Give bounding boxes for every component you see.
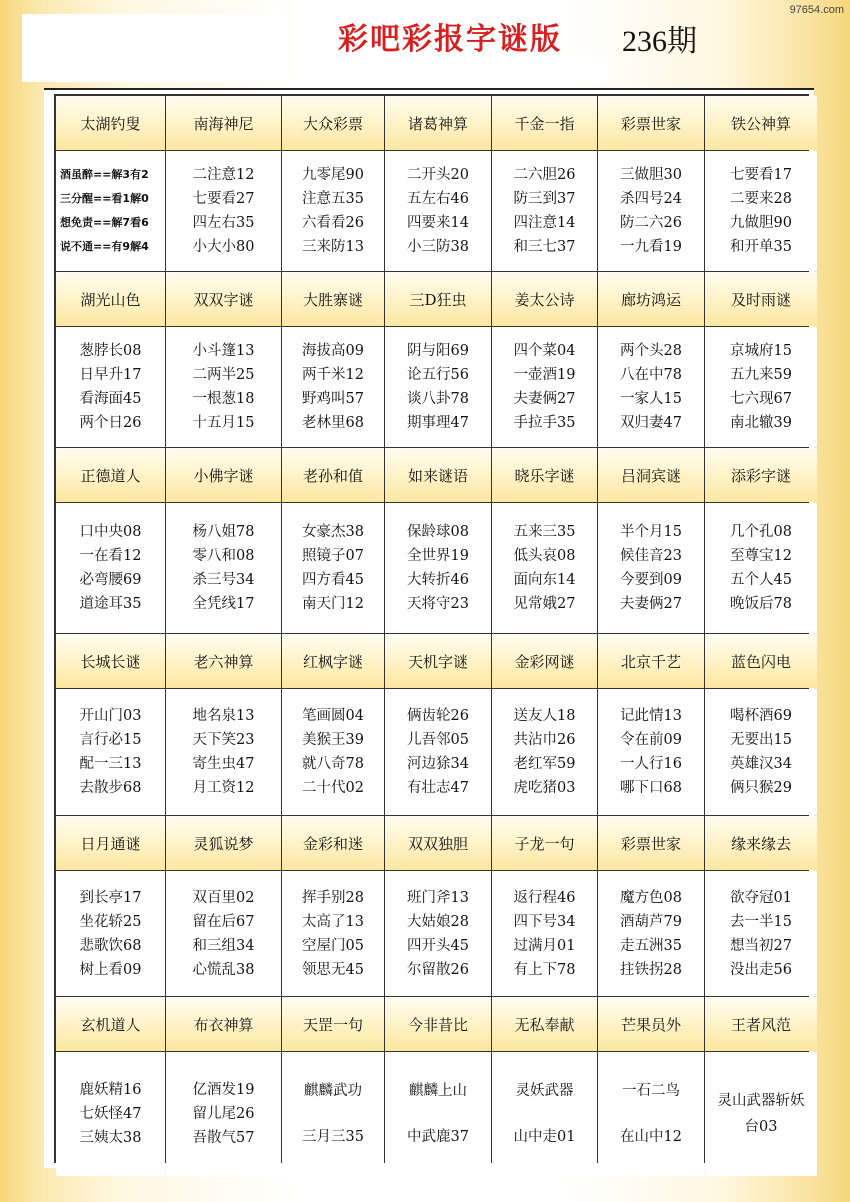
column-header: 太湖钓叟 — [56, 96, 165, 150]
riddle-line: 八在中78 — [620, 367, 682, 383]
riddle-line: 河边狳34 — [407, 756, 469, 772]
blank-box-center — [372, 58, 608, 84]
riddle-line: 魔方色08 — [620, 889, 682, 906]
riddle-line: 班门斧13 — [407, 889, 469, 906]
riddle-cell — [705, 689, 817, 815]
riddle-line: 小大小80 — [192, 239, 255, 255]
riddle-line: 日早升17 — [79, 367, 142, 383]
riddle-line: 五九来59 — [730, 367, 792, 383]
riddle-cell — [166, 151, 281, 271]
riddle-line: 二注意12 — [192, 167, 255, 183]
riddle-line: 必弯腰69 — [79, 572, 142, 588]
riddle-line: 领思无45 — [302, 961, 364, 978]
riddle-line: 三姨太38 — [79, 1130, 142, 1146]
riddle-line: 两千米12 — [302, 367, 364, 383]
column-header: 子龙一句 — [492, 816, 597, 870]
column-header: 长城长谜 — [56, 634, 165, 688]
riddle-line: 见常娥27 — [513, 596, 576, 612]
riddle-table — [54, 94, 809, 1163]
column-header: 王者风范 — [705, 997, 817, 1051]
column-header: 金彩和迷 — [282, 816, 384, 870]
riddle-line: 口中央08 — [79, 524, 142, 540]
riddle-line: 四个菜04 — [513, 343, 576, 359]
riddle-line: 海拔高09 — [302, 343, 364, 359]
column-header: 灵狐说梦 — [166, 816, 281, 870]
riddle-line: 二开头20 — [407, 167, 469, 183]
column-header: 三D狂虫 — [385, 272, 491, 326]
riddle-line: 哪下口68 — [620, 780, 682, 796]
column-header: 北京千艺 — [598, 634, 704, 688]
riddle-cell — [598, 871, 704, 996]
riddle-line: 老林里68 — [302, 415, 364, 431]
riddle-cell — [282, 1052, 384, 1176]
riddle-cell — [282, 327, 384, 447]
column-header: 晓乐字谜 — [492, 448, 597, 502]
column-header: 芒果员外 — [598, 997, 704, 1051]
riddle-line: 双归妻47 — [620, 415, 682, 431]
column-header: 铁公神算 — [705, 96, 817, 150]
riddle-line: 六看看26 — [302, 215, 364, 231]
riddle-line: 无要出15 — [730, 732, 792, 748]
column-header: 今非昔比 — [385, 997, 491, 1051]
riddle-cell — [598, 1052, 704, 1176]
riddle-cell — [282, 689, 384, 815]
riddle-cell — [705, 1052, 817, 1176]
riddle-line: 美猴王39 — [302, 732, 364, 748]
riddle-line: 四注意14 — [513, 215, 576, 231]
riddle-cell — [385, 151, 491, 271]
riddle-cell — [166, 327, 281, 447]
riddle-line: 去一半15 — [730, 913, 792, 930]
riddle-line: 去散步68 — [79, 780, 142, 796]
riddle-line: 和三组34 — [192, 937, 255, 954]
riddle-line: 候佳音23 — [620, 548, 682, 564]
column-header: 大胜寨谜 — [282, 272, 384, 326]
riddle-line: 南北辙39 — [730, 415, 792, 431]
riddle-line: 有壮志47 — [407, 780, 469, 796]
riddle-line: 面向东14 — [513, 572, 576, 588]
column-header: 廊坊鸿运 — [598, 272, 704, 326]
column-header: 天罡一句 — [282, 997, 384, 1051]
riddle-line: 虎吃猪03 — [513, 780, 576, 796]
riddle-line: 五左右46 — [407, 191, 469, 207]
riddle-line: 谈八卦78 — [407, 391, 469, 407]
riddle-cell — [385, 1052, 491, 1176]
riddle-line: 共沾巾26 — [513, 732, 576, 748]
column-header: 蓝色闪电 — [705, 634, 817, 688]
riddle-line: 灵山武器斩妖台03 — [717, 1093, 805, 1135]
riddle-line: 返行程46 — [513, 889, 576, 906]
riddle-line: 吾散气57 — [192, 1130, 255, 1146]
riddle-line: 七六现67 — [730, 391, 792, 407]
riddle-line: 记此情13 — [620, 708, 682, 724]
riddle-line: 酒虽醉==解3有2 — [60, 168, 149, 181]
sheet-top-border — [44, 88, 814, 90]
riddle-line: 杨八姐78 — [192, 524, 255, 540]
riddle-line: 英雄汉34 — [730, 756, 792, 772]
riddle-cell — [492, 1052, 597, 1176]
riddle-line: 令在前09 — [620, 732, 682, 748]
riddle-line: 九零尾90 — [302, 167, 364, 183]
riddle-line: 二两半25 — [192, 367, 255, 383]
column-header: 老六神算 — [166, 634, 281, 688]
page-title: 彩吧彩报字谜版 — [338, 22, 562, 57]
riddle-cell — [166, 1052, 281, 1176]
column-header: 彩票世家 — [598, 96, 704, 150]
riddle-line: 照镜子07 — [302, 548, 364, 564]
riddle-cell — [705, 327, 817, 447]
riddle-line: 一家人15 — [620, 391, 682, 407]
riddle-cell — [385, 871, 491, 996]
riddle-cell — [598, 151, 704, 271]
riddle-cell — [166, 689, 281, 815]
riddle-cell — [705, 871, 817, 996]
riddle-cell — [56, 1052, 165, 1176]
riddle-line: 手拉手35 — [513, 415, 576, 431]
riddle-line: 一九看19 — [620, 239, 682, 255]
riddle-cell — [705, 151, 817, 271]
riddle-line: 晚饭后78 — [730, 596, 792, 612]
riddle-line: 全世界19 — [407, 548, 469, 564]
riddle-line: 天下笑23 — [192, 732, 255, 748]
column-header: 无私奉献 — [492, 997, 597, 1051]
column-header: 彩票世家 — [598, 816, 704, 870]
riddle-line: 在山中12 — [620, 1129, 682, 1145]
riddle-line: 挥手别28 — [302, 889, 364, 906]
riddle-cell — [385, 503, 491, 633]
column-header: 大众彩票 — [282, 96, 384, 150]
riddle-line: 半个月15 — [620, 524, 682, 540]
issue-number: 236期 — [622, 25, 697, 58]
riddle-line: 七要看17 — [730, 167, 792, 183]
riddle-line: 全凭线17 — [192, 596, 255, 612]
riddle-line: 有上下78 — [513, 961, 576, 978]
riddle-line: 留在后67 — [192, 913, 255, 930]
riddle-line: 小斗篷13 — [192, 343, 255, 359]
riddle-cell — [56, 327, 165, 447]
riddle-line: 五来三35 — [513, 524, 576, 540]
riddle-line: 双百里02 — [192, 889, 255, 906]
riddle-line: 十五月15 — [192, 415, 255, 431]
riddle-line: 零八和08 — [192, 548, 255, 564]
column-header: 缘来缘去 — [705, 816, 817, 870]
riddle-line: 喝杯酒69 — [730, 708, 792, 724]
riddle-line: 月工资12 — [192, 780, 255, 796]
riddle-line: 树上看09 — [79, 961, 142, 978]
riddle-line: 心慌乱38 — [192, 961, 255, 978]
riddle-line: 到长亭17 — [79, 889, 142, 906]
riddle-line: 四方看45 — [302, 572, 364, 588]
riddle-line: 空屋门05 — [302, 937, 364, 954]
riddle-cell — [598, 503, 704, 633]
column-header: 及时雨谜 — [705, 272, 817, 326]
riddle-line: 儿吾邻05 — [407, 732, 469, 748]
riddle-line: 俩齿轮26 — [407, 708, 469, 724]
riddle-line: 天将守23 — [407, 596, 469, 612]
column-header: 吕洞宾谜 — [598, 448, 704, 502]
riddle-line: 尔留散26 — [407, 961, 469, 978]
column-header: 诸葛神算 — [385, 96, 491, 150]
riddle-line: 三做胆30 — [620, 167, 682, 183]
riddle-line: 今要到09 — [620, 572, 682, 588]
riddle-line: 九做胆90 — [730, 215, 792, 231]
riddle-cell — [282, 151, 384, 271]
riddle-cell — [166, 503, 281, 633]
riddle-line: 二要来28 — [730, 191, 792, 207]
riddle-line: 想免责==解7看6 — [60, 216, 149, 229]
column-header: 姜太公诗 — [492, 272, 597, 326]
riddle-line: 阴与阳69 — [407, 343, 469, 359]
riddle-cell — [492, 151, 597, 271]
column-header: 正德道人 — [56, 448, 165, 502]
riddle-line: 四左右35 — [192, 215, 255, 231]
riddle-line: 过满月01 — [513, 937, 576, 954]
riddle-line: 中武鹿37 — [407, 1129, 469, 1145]
column-header: 红枫字谜 — [282, 634, 384, 688]
riddle-line: 寄生虫47 — [192, 756, 255, 772]
riddle-line: 野鸡叫57 — [302, 391, 364, 407]
riddle-line: 七妖怪47 — [79, 1106, 142, 1122]
riddle-line: 看海面45 — [79, 391, 142, 407]
riddle-line: 欲夺冠01 — [730, 889, 792, 906]
riddle-line: 坐花轿25 — [79, 913, 142, 930]
riddle-line: 笔画圆04 — [302, 708, 364, 724]
riddle-line: 太高了13 — [302, 913, 364, 930]
riddle-line: 麒麟武功 — [304, 1083, 362, 1099]
riddle-line: 四下号34 — [513, 913, 576, 930]
column-header: 天机字谜 — [385, 634, 491, 688]
riddle-line: 一石二鸟 — [622, 1083, 680, 1099]
riddle-cell — [56, 151, 165, 271]
riddle-line: 至尊宝12 — [730, 548, 792, 564]
riddle-line: 留儿尾26 — [192, 1106, 255, 1122]
riddle-line: 七要看27 — [192, 191, 255, 207]
riddle-line: 走五洲35 — [620, 937, 682, 954]
riddle-line: 小三防38 — [407, 239, 469, 255]
riddle-line: 鹿妖精16 — [79, 1082, 142, 1098]
riddle-line: 就八奇78 — [302, 756, 364, 772]
column-header: 湖光山色 — [56, 272, 165, 326]
riddle-line: 女豪杰38 — [302, 524, 364, 540]
riddle-cell — [385, 327, 491, 447]
riddle-line: 大转折46 — [407, 572, 469, 588]
riddle-line: 道途耳35 — [79, 596, 142, 612]
riddle-line: 两个日26 — [79, 415, 142, 431]
riddle-line: 南天门12 — [302, 596, 364, 612]
riddle-cell — [166, 871, 281, 996]
riddle-line: 夫妻俩27 — [513, 391, 576, 407]
riddle-line: 京城府15 — [730, 343, 792, 359]
riddle-line: 山中走01 — [513, 1129, 576, 1145]
riddle-line: 一在看12 — [79, 548, 142, 564]
riddle-line: 麒麟上山 — [409, 1083, 467, 1099]
riddle-line: 四要来14 — [407, 215, 469, 231]
riddle-cell — [56, 689, 165, 815]
riddle-cell — [282, 503, 384, 633]
riddle-cell — [282, 871, 384, 996]
riddle-line: 灵妖武器 — [515, 1083, 574, 1099]
column-header: 添彩字谜 — [705, 448, 817, 502]
riddle-line: 拄铁拐28 — [620, 961, 682, 978]
riddle-line: 五个人45 — [730, 572, 792, 588]
riddle-line: 酒葫芦79 — [620, 913, 682, 930]
watermark: 97654.com — [789, 4, 844, 16]
riddle-cell — [598, 327, 704, 447]
riddle-line: 论五行56 — [407, 367, 469, 383]
riddle-line: 一人行16 — [620, 756, 682, 772]
riddle-line: 几个孔08 — [730, 524, 792, 540]
column-header: 双双独胆 — [385, 816, 491, 870]
riddle-line: 悲歌饮68 — [79, 937, 142, 954]
riddle-line: 和开单35 — [730, 239, 792, 255]
riddle-line: 注意五35 — [302, 191, 364, 207]
riddle-cell — [492, 327, 597, 447]
riddle-line: 防三到37 — [513, 191, 576, 207]
blank-box-left — [22, 14, 284, 82]
column-header: 布衣神算 — [166, 997, 281, 1051]
riddle-line: 三分醒==看1解0 — [60, 192, 149, 205]
riddle-line: 夫妻俩27 — [620, 596, 682, 612]
riddle-line: 俩只猴29 — [730, 780, 792, 796]
column-header: 如来谜语 — [385, 448, 491, 502]
riddle-line: 三月三35 — [302, 1129, 364, 1145]
riddle-cell — [492, 503, 597, 633]
riddle-line: 二十代02 — [302, 780, 364, 796]
riddle-line: 期事理47 — [407, 415, 469, 431]
riddle-line: 说不通==有9解4 — [60, 240, 149, 253]
column-header: 双双字谜 — [166, 272, 281, 326]
riddle-cell — [56, 503, 165, 633]
riddle-line: 一壶酒19 — [513, 367, 576, 383]
column-header: 南海神尼 — [166, 96, 281, 150]
riddle-cell — [492, 871, 597, 996]
riddle-cell — [492, 689, 597, 815]
column-header: 千金一指 — [492, 96, 597, 150]
riddle-line: 想当初27 — [730, 937, 792, 954]
riddle-line: 送友人18 — [513, 708, 576, 724]
riddle-line: 两个头28 — [620, 343, 682, 359]
riddle-line: 配一三13 — [79, 756, 142, 772]
riddle-cell — [56, 871, 165, 996]
riddle-line: 一根葱18 — [192, 391, 255, 407]
riddle-cell — [598, 689, 704, 815]
riddle-line: 没出走56 — [730, 961, 792, 978]
riddle-line: 老红军59 — [513, 756, 576, 772]
column-header: 小佛字谜 — [166, 448, 281, 502]
riddle-line: 言行必15 — [79, 732, 142, 748]
riddle-line: 三来防13 — [302, 239, 364, 255]
riddle-line: 葱脖长08 — [79, 343, 142, 359]
riddle-line: 开山门03 — [79, 708, 142, 724]
riddle-line: 二六胆26 — [513, 167, 576, 183]
riddle-line: 亿酒发19 — [192, 1082, 255, 1098]
riddle-cell — [385, 689, 491, 815]
column-header: 老孙和值 — [282, 448, 384, 502]
riddle-line: 地名泉13 — [192, 708, 255, 724]
column-header: 日月通谜 — [56, 816, 165, 870]
column-header: 金彩网谜 — [492, 634, 597, 688]
riddle-line: 四开头45 — [407, 937, 469, 954]
column-header: 玄机道人 — [56, 997, 165, 1051]
riddle-line: 杀三号34 — [192, 572, 255, 588]
riddle-line: 大姑娘28 — [407, 913, 469, 930]
riddle-line: 保龄球08 — [407, 524, 469, 540]
riddle-line: 防二六26 — [620, 215, 682, 231]
riddle-cell — [705, 503, 817, 633]
riddle-line: 杀四号24 — [620, 191, 682, 207]
riddle-line: 低头哀08 — [513, 548, 576, 564]
riddle-line: 和三七37 — [513, 239, 576, 255]
